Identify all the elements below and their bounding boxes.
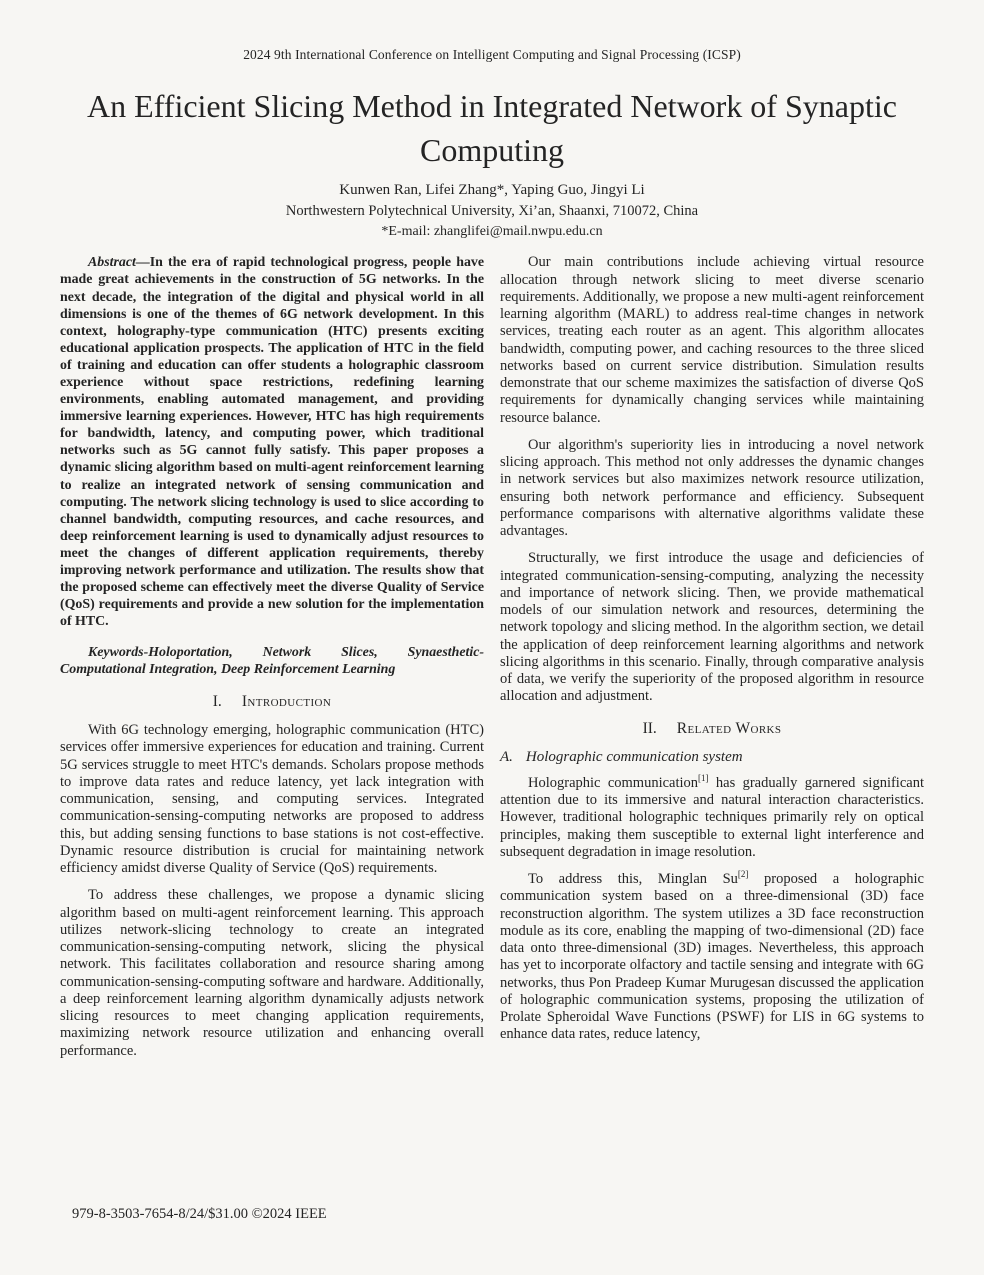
- left-column: [60, 254, 484, 1069]
- abstract-paragraph: [60, 254, 484, 630]
- authors-line: Kunwen Ran, Lifei Zhang*, Yaping Guo, Jingyi Li: [339, 182, 645, 199]
- abstract-label: Abstract—: [88, 255, 150, 271]
- section-number: I.: [212, 692, 222, 710]
- subsection-title: Holographic communication system: [525, 749, 743, 765]
- section-title: Introduction: [241, 692, 332, 710]
- email-line: *E-mail: zhanglifei@mail.nwpu.edu.cn: [381, 224, 603, 240]
- related-works-paragraph-2: To address this, Minglan Su[2] proposed a holographic communication system based on a three-dimensional (3D) face reconstruction algorithm. The system utilizes a 3D face reconstruction module as its core, enabling the mapping of two-dimensional (2D) face data onto three-dimensional (3D) images. Nevertheless, this approach has yet to incorporate olfactory and tactile sensing and integrate with 6G networks, thus Pon Pradeep Kumar Murugesan discussed the application of holographic communication systems, proposing the utilization of Prolate Spheroidal Wave Functions (PSWF) for LIS in 6G systems to enhance data rates, reduce latency,: [500, 869, 924, 1043]
- section-number: II.: [642, 719, 657, 737]
- intro-paragraph-4: Our algorithm's superiority lies in introducing a novel network slicing approach. This method not only addresses the dynamic changes in network services but also maximizes network resource utilization, ensuring both network performance and efficiency. Subsequent performance comparisons with alternative algorithms validate these advantages.: [500, 436, 924, 540]
- section-heading-introduction: [60, 693, 484, 711]
- intro-paragraph-1: With 6G technology emerging, holographic communication (HTC) services offer immersive experiences for education and training. Current 5G services struggle to meet HTC's demands. Scholars propose methods to improve data rates and reduce latency, yet lack integration with communication, sensing, and computing services. Integrated communication-sensing-computing networks are proposed to address this, but adding sensing functions to base stations is not cost-effective. Dynamic resource distribution is crucial for maintaining network efficiency amidst diverse Quality of Service (QoS) requirements.: [60, 722, 484, 876]
- paper-header: [0, 0, 984, 240]
- abstract-text: In the era of rapid technological progress, people have made great achievements in the construction of 5G networks. In the next decade, the integration of the digital and physical world in all dimensions is one of the themes of 6G network development. In this context, holography-type communication (HTC) presents exciting educational application prospects. The application of HTC in the field of training and education can offer students a holographic classroom experience without space restrictions, redefining learning environments, enabling automated management, and providing immersive learning experiences. However, HTC has high requirements for bandwidth, latency, and computing power, which traditional networks such as 5G cannot fully satisfy. This paper proposes a dynamic slicing algorithm based on multi-agent reinforcement learning to realize an integrated network of sensing communication and computing. The network slicing technology is used to slice according to channel bandwidth, computing resources, and cache resources, and deep reinforcement learning is used to dynamically adjust resources to meet the changes of different application requirements, thereby improving network performance and utilization. The results show that the proposed scheme can effectively meet the diverse Quality of Service (QoS) requirements and provide a new solution for the implementation of HTC.: [60, 255, 484, 630]
- related-works-paragraph-1: Holographic communication[1] has gradually garnered significant attention due to its immersive and natural interaction characteristics. However, traditional holographic techniques primarily rely on optical principles, making them susceptible to external light interference and subsequent degradation in image resolution.: [500, 773, 924, 860]
- subsection-label: A.: [500, 749, 513, 765]
- section-heading-related-works: [500, 720, 924, 738]
- intro-paragraph-2: To address these challenges, we propose a dynamic slicing algorithm based on multi-agent reinforcement learning. This approach utilizes network-slicing technology to create an integrated communication-sensing-computing network, slicing the physical network. This facilitates collaboration and resource sharing among communication-sensing-computing software and hardware. Additionally, a deep reinforcement learning algorithm dynamically adjusts network slicing resources to meet changing application requirements, maximizing network resource utilization and enhancing overall performance.: [60, 887, 484, 1059]
- conference-header: 2024 9th International Conference on Intelligent Computing and Signal Processing (ICSP): [243, 47, 741, 62]
- subsection-heading-holographic-communication-system: [500, 749, 924, 767]
- intro-paragraph-5: Structurally, we first introduce the usage and deficiencies of integrated communication-sensing-computing, analyzing the necessity and importance of network slicing. Then, we provide mathematical models of our simulation network and resources, determining the network topology and slicing method. In the algorithm section, we detail the application of deep reinforcement learning algorithms and network slicing algorithms in this scenario. Finally, through comparative analysis of data, we verify the superiority of the proposed algorithm in resource allocation and adjustment.: [500, 550, 924, 705]
- intro-paragraph-3: Our main contributions include achieving virtual resource allocation through network slicing to meet diverse scenario requirements. Additionally, we propose a new multi-agent reinforcement learning algorithm (MARL) to address real-time changes in network services, treating each router as an agent. This algorithm allocates bandwidth, computing power, and caching resources to the three sliced networks based on current service distribution. Simulation results demonstrate that our scheme maximizes the satisfaction of diverse QoS requirements for dynamically changing services while maintaining resource balance.: [500, 254, 924, 426]
- right-column: [500, 254, 924, 1069]
- copyright-line: 979-8-3503-7654-8/24/$31.00 ©2024 IEEE: [72, 1206, 327, 1222]
- keywords-paragraph: Keywords-Holoportation, Network Slices, Synaesthetic-Computational Integration, Deep Reinforcement Learning: [60, 645, 484, 678]
- section-title: Related Works: [676, 719, 782, 737]
- paper-title: An Efficient Slicing Method in Integrated Network of Synaptic Computing: [87, 88, 897, 169]
- affiliation-line: Northwestern Polytechnical University, Xi’an, Shaanxi, 710072, China: [285, 203, 699, 220]
- two-column-body: [0, 240, 984, 1069]
